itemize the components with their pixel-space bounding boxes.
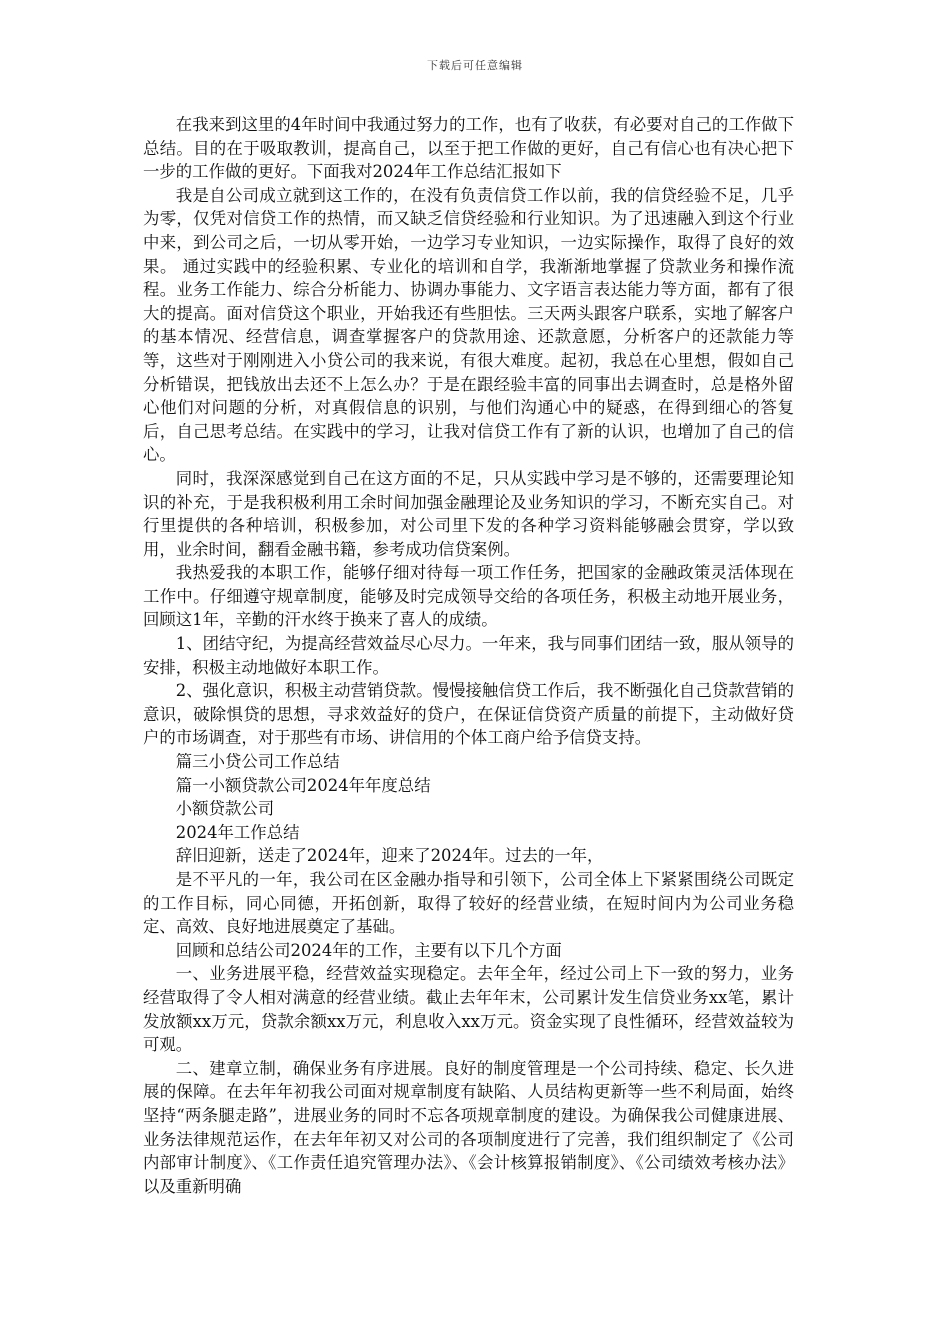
paragraph-experience: 我是自公司成立就到这工作的，在没有负责信贷工作以前，我的信贷经验不足，几乎为零，仅凭对信贷工作的热情，而又缺乏信贷经验和行业知识。为了迅速融入到这个行业中来，到公司之后，一切从零开始，一边学习专业知识，一边实际操作，取得了良好的效果。 通过实践中的经验积累、专业化的培训和自学，我渐渐地掌握了贷款业务和操作流程。业务工作能力、综合分析能力、协调办事能力、文字语言表达能力等方面，都有了很大的提高。面对信贷这个职业，开始我还有些胆怯。三天两头跟客户联系，实地了解客户的基本情况、经营信息，调查掌握客户的贷款用途、还款意愿，分析客户的还款能力等等，这些对于刚刚进入小贷公司的我来说，有很大难度。起初，我总在心里想，假如自己分析错误，把钱放出去还不上怎么办？于是在跟经验丰富的同事出去调查时，总是格外留心他们对问题的分析，对真假信息的识别，与他们沟通心中的疑惑，在得到细心的答复后，自己思考总结。在实践中的学习，让我对信贷工作有了新的认识，也增加了自己的信心。 [143, 185, 794, 465]
page-header-note: 下载后可任意编辑 [427, 59, 523, 72]
document-body [143, 113, 794, 1198]
section-heading-3: 篇三小贷公司工作总结 [175, 752, 340, 772]
paragraph-learning: 同时，我深深感觉到自己在这方面的不足，只从实践中学习是不够的，还需要理论知识的补充，于是我积极利用工余时间加强金融理论及业务知识的学习，不断充实自己。对行里提供的各种培训，积极参加，对公司里下发的各种学习资料能够融会贯穿，学以致用，业余时间，翻看金融书籍，参考成功信贷案例。 [143, 468, 794, 559]
report-title-line: 2024年工作总结 [175, 822, 300, 842]
section-heading-1: 篇一小额贷款公司2024年年度总结 [175, 775, 431, 795]
company-name-line: 小额贷款公司 [175, 799, 275, 819]
paragraph-dedication: 我热爱我的本职工作，能够仔细对待每一项工作任务，把国家的金融政策灵活体现在工作中。仔细遵守规章制度，能够及时完成领导交给的各项任务，积极主动地开展业务，回顾这1年，辛勤的汗水终于换来了喜人的成绩。 [143, 563, 794, 630]
paragraph-point-2: 2、强化意识，积极主动营销贷款。慢慢接触信贷工作后，我不断强化自己贷款营销的意识，破除惧贷的思想，寻求效益好的贷户，在保证信贷资产质量的前提下，主动做好贷户的市场调查，对于那些有市场、讲信用的个体工商户给予信贷支持。 [143, 681, 794, 748]
paragraph-point-1: 1、团结守纪，为提高经营效益尽心尽力。一年来，我与同事们团结一致，服从领导的安排，积极主动地做好本职工作。 [143, 634, 794, 677]
paragraph-intro: 在我来到这里的4年时间中我通过努力的工作，也有了收获，有必要对自己的工作做下总结。目的在于吸取教训，提高自己，以至于把工作做的更好，自己有信心也有决心把下一步的工作做的更好。下面我对2024年工作总结汇报如下 [143, 115, 794, 182]
paragraph-new-year: 辞旧迎新，送走了2024年，迎来了2024年。过去的一年， [175, 846, 604, 866]
paragraph-business-progress: 一、业务进展平稳，经营效益实现稳定。去年全年，经过公司上下一致的努力，业务经营取得了令人相对满意的经营业绩。截止去年年末，公司累计发生信贷业务xx笔，累计发放额xx万元，贷款余额xx万元，利息收入xx万元。资金实现了良性循环，经营效益较为可观。 [143, 964, 794, 1055]
paragraph-regulations: 二、建章立制，确保业务有序进展。良好的制度管理是一个公司持续、稳定、长久进展的保障。在去年年初我公司面对规章制度有缺陷、人员结构更新等一些不利局面，始终坚持“两条腿走路”，进展业务的同时不忘各项规章制度的建设。为确保我公司健康进展、业务法律规范运作，在去年年初又对公司的各项制度进行了完善，我们组织制定了《公司内部审计制度》、《工作责任追究管理办法》、《会计核算报销制度》、《公司绩效考核办法》以及重新明确 [143, 1058, 794, 1196]
paragraph-extraordinary-year: 是不平凡的一年，我公司在区金融办指导和引领下，公司全体上下紧紧围绕公司既定的工作目标，同心同德，开拓创新，取得了较好的经营业绩，在短时间内为公司业务稳定、高效、良好地进展奠定了基础。 [143, 870, 794, 937]
paragraph-review-intro: 回顾和总结公司2024年的工作，主要有以下几个方面 [175, 940, 562, 960]
